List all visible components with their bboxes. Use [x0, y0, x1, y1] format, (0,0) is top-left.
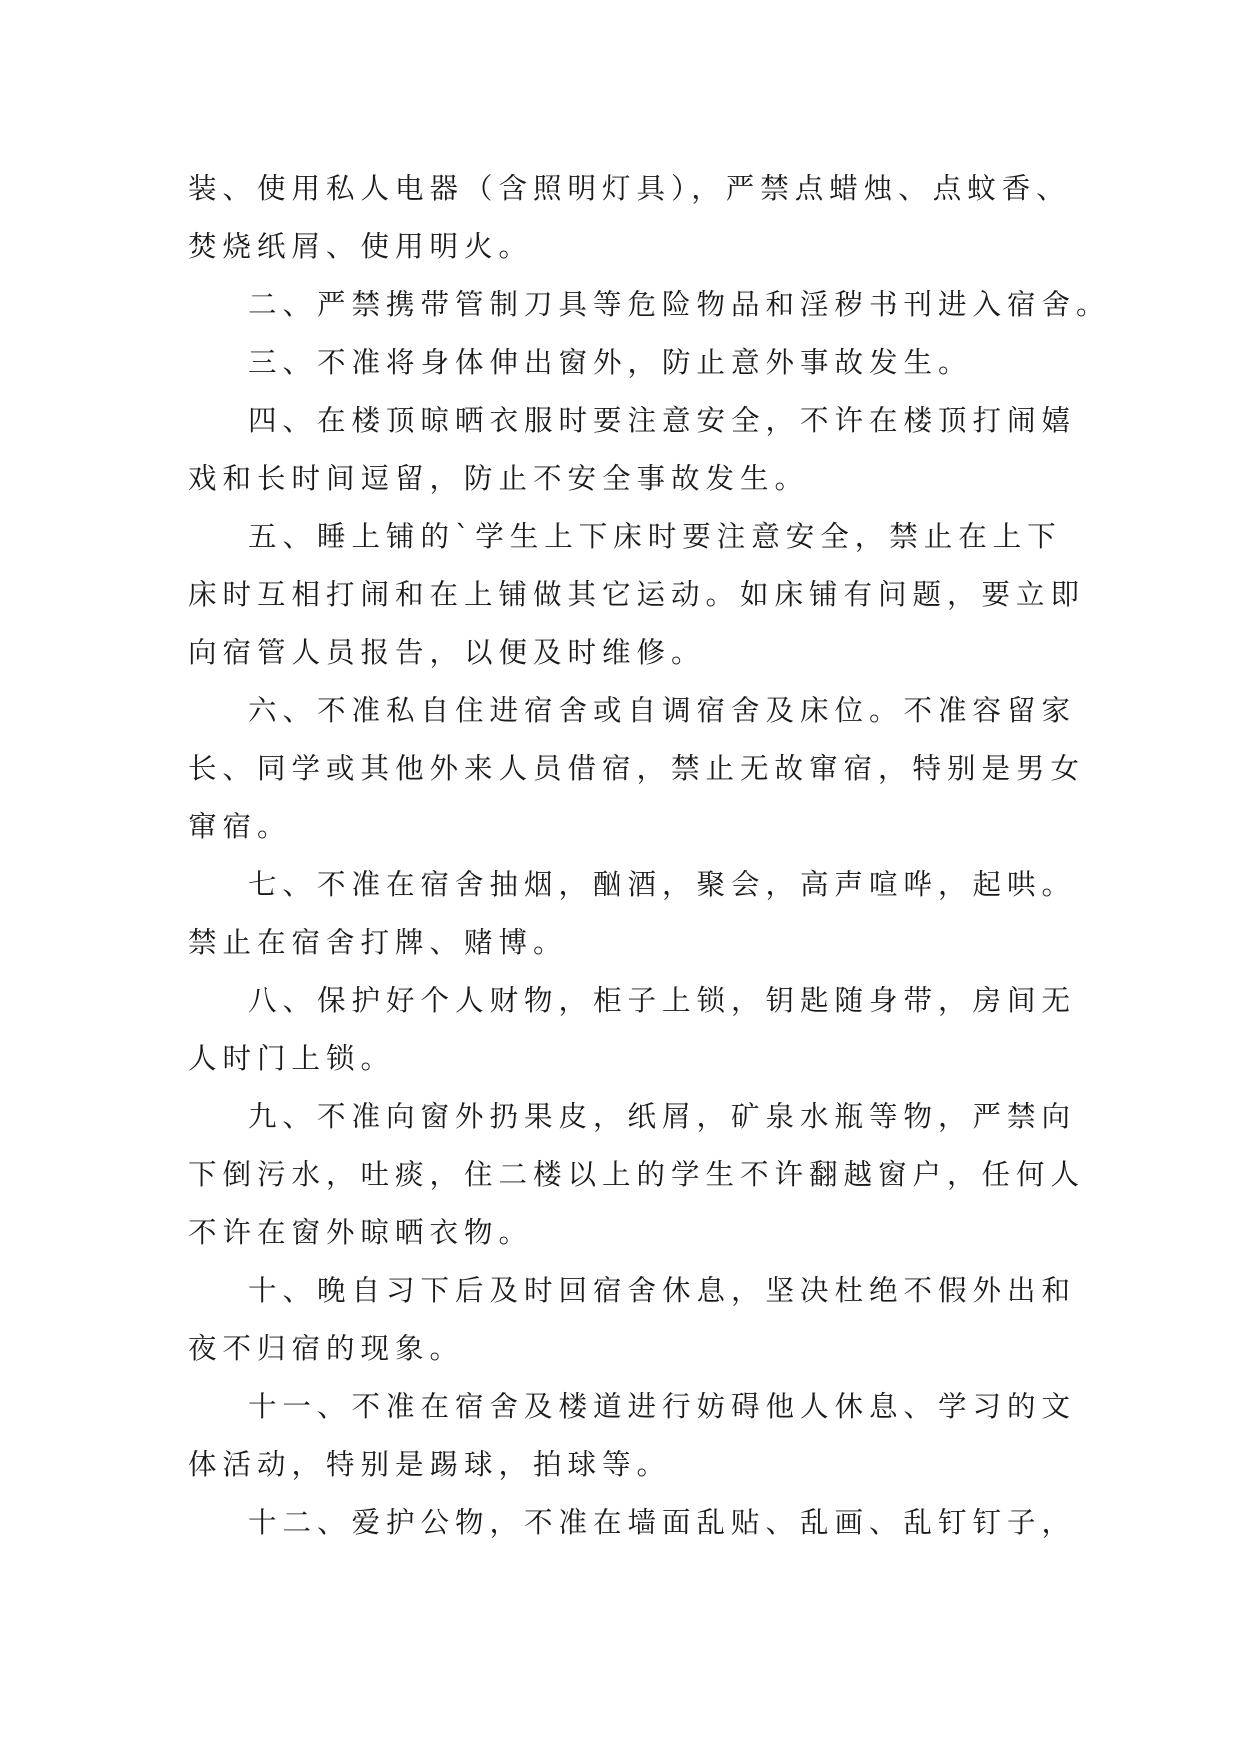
text-line: 二、严禁携带管制刀具等危险物品和淫秽书刊进入宿舍。 [248, 288, 1111, 321]
document-body [188, 160, 1111, 1552]
text-line: 九、不准向窗外扔果皮，纸屑，矿泉水瓶等物，严禁向 [248, 1100, 1077, 1133]
text-line: 焚烧纸屑、使用明火。 [188, 230, 534, 263]
text-line: 四、在楼顶晾晒衣服时要注意安全，不许在楼顶打闹嬉 [248, 404, 1077, 437]
text-line: 夜不归宿的现象。 [188, 1332, 465, 1365]
text-line: 下倒污水，吐痰，住二楼以上的学生不许翻越窗户，任何人 [188, 1158, 1086, 1191]
text-line: 十、晚自习下后及时回宿舍休息，坚决杜绝不假外出和 [248, 1274, 1077, 1307]
text-line: 长、同学或其他外来人员借宿，禁止无故窜宿，特别是男女 [188, 752, 1086, 785]
text-line: 五、睡上铺的`学生上下床时要注意安全，禁止在上下 [248, 520, 1062, 553]
text-line: 八、保护好个人财物，柜子上锁，钥匙随身带，房间无 [248, 984, 1077, 1017]
text-line: 装、使用私人电器（含照明灯具），严禁点蜡烛、点蚊香、 [188, 172, 1071, 205]
text-line: 十一、不准在宿舍及楼道进行妨碍他人休息、学习的文 [248, 1390, 1077, 1423]
text-line: 十二、爱护公物，不准在墙面乱贴、乱画、乱钉钉子， [248, 1506, 1077, 1539]
text-line: 体活动，特别是踢球，拍球等。 [188, 1448, 672, 1481]
text-line: 不许在窗外晾晒衣物。 [188, 1216, 534, 1249]
text-line: 三、不准将身体伸出窗外，防止意外事故发生。 [248, 346, 973, 379]
text-line: 人时门上锁。 [188, 1042, 396, 1075]
text-line: 向宿管人员报告，以便及时维修。 [188, 636, 706, 669]
text-line: 窜宿。 [188, 810, 292, 843]
text-line: 床时互相打闹和在上铺做其它运动。如床铺有问题，要立即 [188, 578, 1086, 611]
text-line: 戏和长时间逗留，防止不安全事故发生。 [188, 462, 810, 495]
text-line: 六、不准私自住进宿舍或自调宿舍及床位。不准容留家 [248, 694, 1077, 727]
text-line: 禁止在宿舍打牌、赌博。 [188, 926, 568, 959]
text-line: 七、不准在宿舍抽烟，酗酒，聚会，高声喧哗，起哄。 [248, 868, 1077, 901]
